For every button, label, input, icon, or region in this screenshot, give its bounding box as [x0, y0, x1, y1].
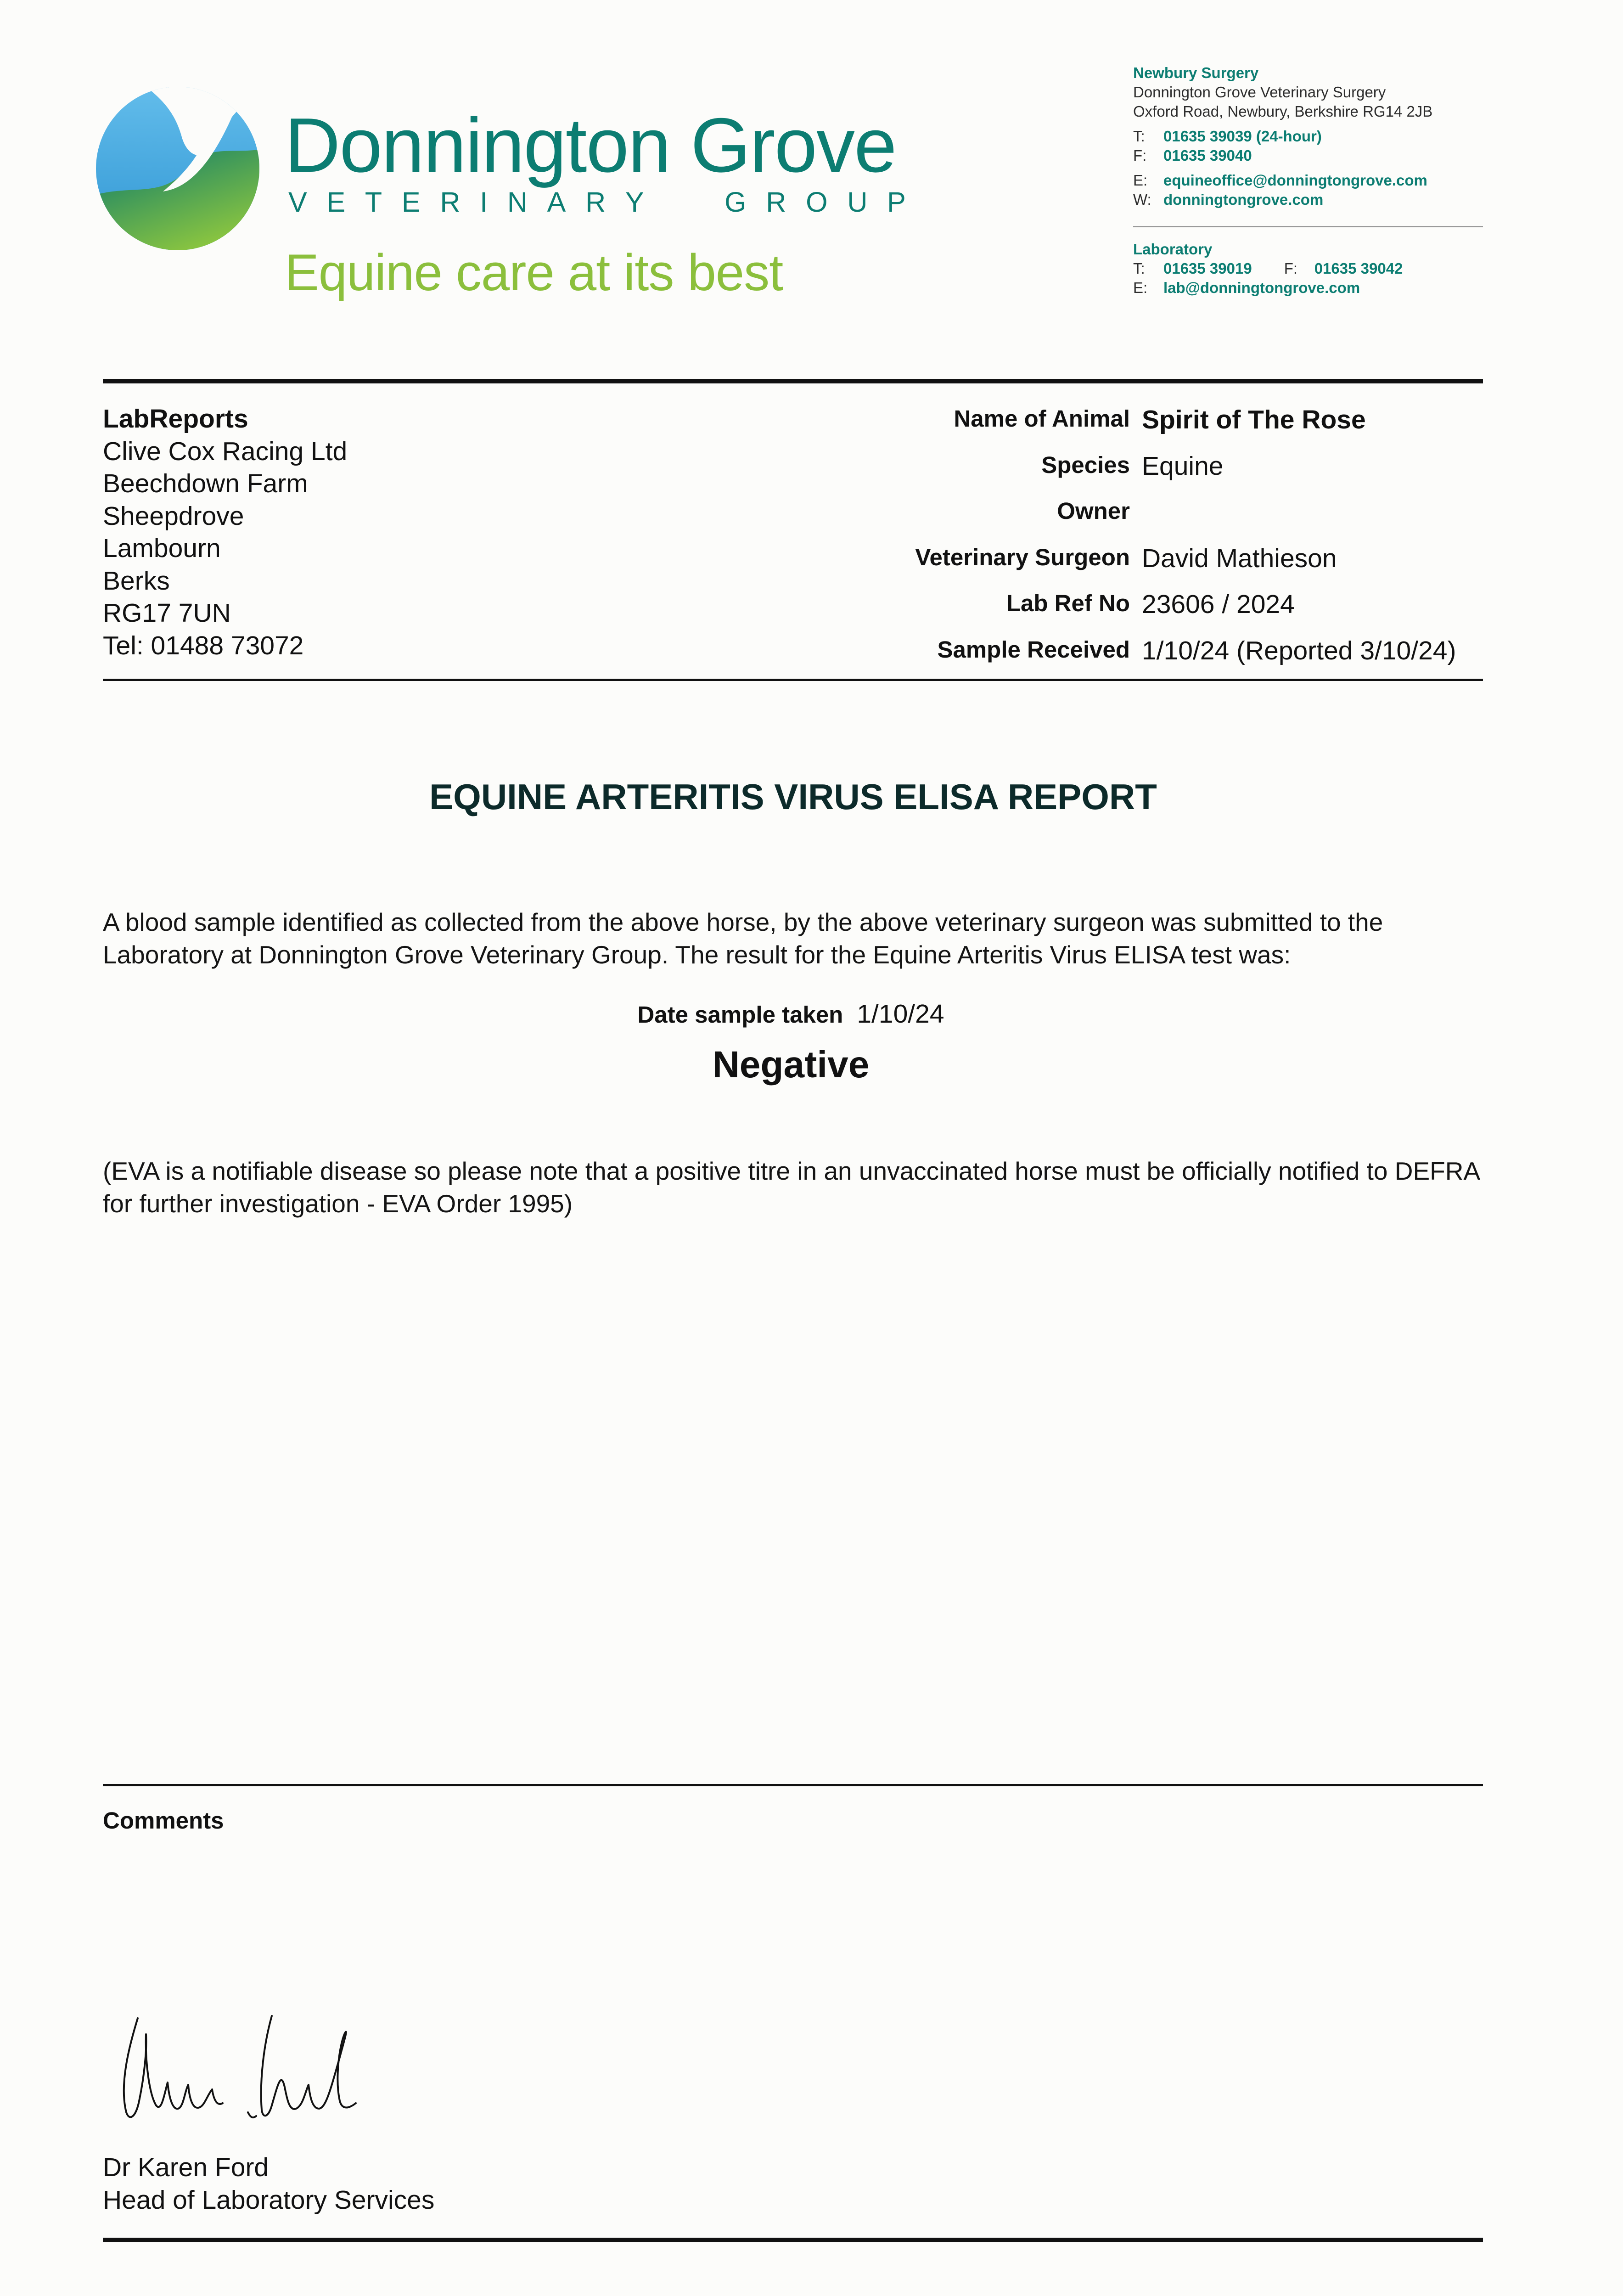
animal-details [826, 403, 1488, 680]
report-intro: A blood sample identified as collected from the above horse, by the above veterinary surgeon was submitted to the Laboratory at Donnington Grove Veterinary Group. The result for the Equine Arteritis Virus ELISA test was: [103, 908, 1383, 969]
brand-letter: E [326, 186, 346, 218]
spacer [1133, 165, 1432, 171]
sample-date-value: 1/10/24 [857, 999, 944, 1029]
surgery-heading: Newbury Surgery [1133, 64, 1259, 81]
sample-received: 1/10/24 (Reported 3/10/24) [1142, 636, 1456, 665]
animal-name: Spirit of The Rose [1142, 405, 1366, 434]
brand-letter: R [440, 186, 461, 218]
detail-row-vet [826, 541, 1488, 588]
footer-rule [103, 2238, 1483, 2242]
phone-number[interactable]: 01635 39039 (24-hour) [1163, 128, 1322, 145]
fax-number: 01635 39040 [1163, 147, 1252, 164]
veterinary-surgeon: David Mathieson [1142, 543, 1337, 573]
comments-label: Comments [103, 1807, 224, 1834]
lab-ref-number: 23606 / 2024 [1142, 590, 1295, 619]
brand-spacer [663, 188, 705, 216]
sample-date-line [0, 999, 1582, 1029]
contact-divider [1133, 226, 1483, 227]
surgery-phone [1133, 127, 1432, 146]
brand-letter: R [766, 186, 786, 218]
laboratory-heading: Laboratory [1133, 241, 1213, 258]
brand-letter: G [724, 186, 747, 218]
brand-letter: R [585, 186, 606, 218]
address-line: RG17 7UN [103, 598, 231, 628]
email-link[interactable]: equineoffice@donningtongrove.com [1163, 172, 1427, 189]
surgery-address-line: Oxford Road, Newbury, Berkshire RG14 2JB [1133, 103, 1433, 120]
surgery-contact-block [1133, 63, 1432, 209]
spacer [1133, 121, 1432, 127]
surgery-web [1133, 190, 1432, 209]
brand-letter: U [847, 186, 868, 218]
recipient-address [103, 403, 347, 662]
handwritten-signature [110, 2007, 477, 2144]
header-rule [103, 379, 1483, 383]
website-link[interactable]: donningtongrove.com [1163, 191, 1324, 208]
detail-row-name [826, 403, 1488, 449]
laboratory-email [1133, 278, 1403, 298]
test-result: Negative [712, 1044, 870, 1086]
detail-row-species [826, 449, 1488, 495]
detail-label: Owner [1057, 498, 1130, 524]
detail-row-labref [826, 587, 1488, 634]
surgery-address-line: Donnington Grove Veterinary Surgery [1133, 84, 1386, 101]
sample-date-label: Date sample taken [637, 1002, 843, 1028]
detail-label: Sample Received [937, 636, 1130, 663]
web-label: W: [1133, 191, 1151, 208]
surgery-email [1133, 171, 1432, 190]
brand-tagline: Equine care at its best [285, 244, 783, 301]
recipient-name: LabReports [103, 404, 248, 433]
brand-letter: V [288, 186, 307, 218]
detail-row-owner [826, 495, 1488, 541]
surgery-fax [1133, 146, 1432, 165]
detail-label: Name of Animal [954, 405, 1130, 432]
brand-group-line [288, 188, 906, 216]
brand-letter: T [365, 186, 382, 218]
brand-letter: A [547, 186, 566, 218]
animal-species: Equine [1142, 451, 1224, 481]
brand-letter: P [887, 186, 906, 218]
brand-letter: Y [625, 186, 644, 218]
signatory [103, 2151, 434, 2216]
eva-note: (EVA is a notifiable disease so please note that a positive titre in an unvaccinated horse must be officially notified to DEFRA for further investigation - EVA Order 1995) [103, 1157, 1479, 1218]
signatory-title: Head of Laboratory Services [103, 2185, 435, 2215]
email-link[interactable]: lab@donningtongrove.com [1163, 279, 1360, 296]
brand-letter: O [806, 186, 828, 218]
brand-letter: E [401, 186, 421, 218]
comments-rule [103, 1784, 1483, 1786]
laboratory-contact-block [1133, 240, 1403, 298]
details-rule [103, 679, 1483, 681]
detail-label: Lab Ref No [1006, 590, 1130, 616]
phone-number[interactable]: 01635 39019 [1163, 260, 1252, 277]
address-line: Sheepdrove [103, 501, 244, 531]
address-line: Tel: 01488 73072 [103, 630, 304, 660]
address-line: Beechdown Farm [103, 469, 308, 498]
phone-label: T: [1133, 260, 1145, 277]
email-label: E: [1133, 172, 1148, 189]
fax-label: F: [1284, 260, 1298, 277]
laboratory-phone-fax [1133, 259, 1403, 278]
horse-logo-icon [94, 85, 262, 253]
detail-label: Veterinary Surgeon [915, 544, 1130, 570]
detail-label: Species [1041, 451, 1130, 478]
address-line: Clive Cox Racing Ltd [103, 436, 348, 466]
email-label: E: [1133, 279, 1148, 296]
address-line: Berks [103, 566, 170, 596]
signatory-name: Dr Karen Ford [103, 2153, 269, 2182]
report-title: EQUINE ARTERITIS VIRUS ELISA REPORT [429, 777, 1157, 817]
fax-number: 01635 39042 [1314, 260, 1403, 277]
brand-name: Donnington Grove [285, 102, 896, 188]
brand-letter: I [480, 186, 488, 218]
phone-label: T: [1133, 128, 1145, 145]
brand-letter: N [507, 186, 528, 218]
fax-label: F: [1133, 147, 1147, 164]
detail-row-received [826, 634, 1488, 680]
address-line: Lambourn [103, 534, 221, 563]
